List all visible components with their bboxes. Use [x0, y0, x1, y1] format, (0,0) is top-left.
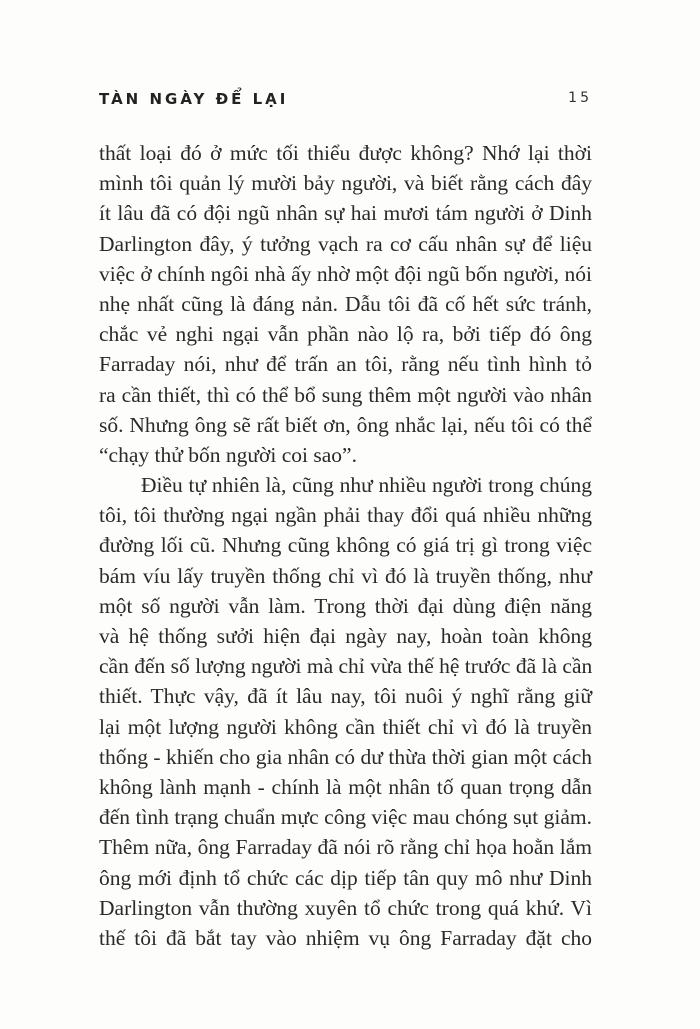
paragraph-1 — [99, 138, 592, 470]
text-line: số. Nhưng ông sẽ rất biết ơn, ông nhắc lại, nếu tôi có thể — [99, 412, 592, 437]
paragraph-2 — [99, 470, 592, 953]
text-line: ra cần thiết, thì có thể bổ sung thêm một người vào nhân — [99, 382, 592, 407]
text-line: một số người vẫn làm. Trong thời đại dùng điện năng — [99, 593, 592, 618]
text-line: tôi, tôi thường ngại ngần phải thay đổi quá nhiều những — [99, 503, 592, 528]
text-line: chắc vẻ nghi ngại vẫn phần nào lộ ra, bởi tiếp đó ông — [99, 322, 592, 347]
text-line: không lành mạnh - chính là một nhân tố quan trọng dẫn — [99, 774, 592, 799]
text-line: Điều tự nhiên là, cũng như nhiều người trong chúng — [141, 473, 592, 498]
text-line: lại một lượng người không cần thiết chỉ vì đó là truyền — [99, 714, 592, 739]
text-line: bám víu lấy truyền thống chỉ vì đó là truyền thống, như — [99, 563, 592, 588]
text-line: “chạy thử bốn người coi sao”. — [99, 442, 357, 467]
page-number: 15 — [568, 90, 592, 106]
text-line: việc ở chính ngôi nhà ấy nhờ một đội ngũ bốn người, nói — [99, 261, 592, 286]
text-line: ít lâu đã có đội ngũ nhân sự hai mươi tám người ở Dinh — [99, 201, 592, 226]
text-line: nhẹ nhất cũng là đáng nản. Dẫu tôi đã cố hết sức tránh, — [99, 291, 592, 316]
page-body — [99, 138, 592, 953]
text-line: đường lối cũ. Nhưng cũng không có giá trị gì trong việc — [99, 533, 592, 558]
text-line: và hệ thống sưởi hiện đại ngày nay, hoàn toàn không — [99, 624, 592, 648]
text-line: Darlington vẫn thường xuyên tổ chức trong quá khứ. Vì — [99, 895, 592, 920]
text-line: Thêm nữa, ông Farraday đã nói rõ rằng chỉ họa hoằn lắm — [99, 835, 592, 860]
text-line: thống - khiến cho gia nhân có dư thừa thời gian một cách — [99, 744, 592, 769]
text-line: mình tôi quản lý mười bảy người, và biết rằng cách đây — [99, 171, 592, 196]
text-line: đến tình trạng chuẩn mực công việc mau chóng sụt giảm. — [99, 805, 592, 830]
text-line: Darlington đây, ý tưởng vạch ra cơ cấu nhân sự để liệu — [99, 231, 592, 256]
text-line: ông mới định tổ chức các dịp tiếp tân quy mô như Dinh — [99, 865, 592, 890]
text-line: thiết. Thực vậy, đã ít lâu nay, tôi nuôi ý nghĩ rằng giữ — [99, 684, 592, 709]
text-line: cần đến số lượng người mà chỉ vừa thế hệ trước đã là cần — [99, 654, 593, 679]
book-title: TÀN NGÀY ĐỂ LẠI — [99, 90, 289, 108]
text-line: Farraday nói, như để trấn an tôi, rằng nếu tình hình tỏ — [99, 352, 592, 377]
running-header — [99, 90, 592, 114]
text-line: thất loại đó ở mức tối thiểu được không? Nhớ lại thời — [99, 141, 592, 165]
text-line: thế tôi đã bắt tay vào nhiệm vụ ông Farraday đặt cho — [99, 925, 592, 950]
